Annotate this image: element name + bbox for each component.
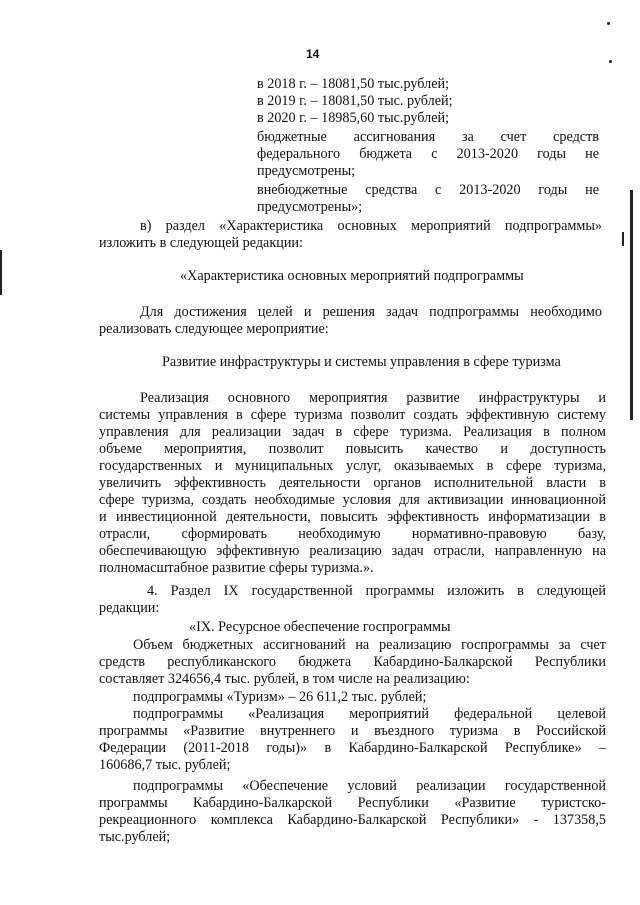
section-v-line-1: в) раздел «Характеристика основных мероприятий подпрограммы» bbox=[140, 218, 602, 234]
extrabudget-line-2: предусмотрены»; bbox=[257, 199, 363, 215]
scan-dot bbox=[609, 60, 612, 63]
volume-line-3: составляет 324656,4 тыс. рублей, в том числе на реализацию: bbox=[99, 671, 470, 687]
realization-line-6: увеличить эффективность деятельности органов исполнительной власти в bbox=[99, 475, 606, 491]
section-v-line-2: изложить в следующей редакции: bbox=[99, 235, 303, 251]
realization-line-7: сфере туризма, создать необходимые условия для активизации инновационной bbox=[99, 492, 606, 508]
goals-para-line-1: Для достижения целей и решения задач подпрограммы необходимо bbox=[140, 304, 602, 320]
federal-budget-line-3: предусмотрены; bbox=[257, 163, 356, 179]
realization-line-11: полномасштабное развитие сферы туризма.». bbox=[99, 560, 374, 576]
provision-line-2: программы Кабардино-Балкарской Республики «Развитие туристско- bbox=[99, 795, 606, 811]
realization-line-9: отрасли, сформировать необходимую нормативно-правовую базу, bbox=[99, 526, 606, 542]
extrabudget-line-1: внебюджетные средства с 2013-2020 годы не bbox=[257, 182, 599, 198]
item4-line-1: 4. Раздел IX государственной программы изложить в следующей bbox=[147, 583, 606, 599]
realization-line-4: объеме мероприятия, позволит повысить качество и доступность bbox=[99, 441, 606, 457]
realization-line-2: системы управления в сфере туризма позволит создать эффективную систему bbox=[99, 407, 606, 423]
provision-line-1: подпрограммы «Обеспечение условий реализации государственной bbox=[133, 778, 606, 794]
scan-edge-mark bbox=[622, 232, 624, 246]
realization-line-3: управления для реализации задач в сфере туризма. Реализация в полном bbox=[99, 424, 606, 440]
scan-dot bbox=[607, 22, 610, 25]
federal-target-line-2: программы «Развитие внутреннего и въездного туризма в Российской bbox=[99, 723, 606, 739]
federal-target-line-1: подпрограммы «Реализация мероприятий федеральной целевой bbox=[133, 706, 606, 722]
federal-target-line-4: 160686,7 тыс. рублей; bbox=[99, 757, 231, 773]
federal-budget-line-2: федерального бюджета с 2013-2020 годы не bbox=[257, 146, 599, 162]
infrastructure-heading: Развитие инфраструктуры и системы управления в сфере туризма bbox=[162, 354, 561, 370]
provision-line-4: тыс.рублей; bbox=[99, 829, 171, 845]
realization-line-8: и инвестиционной деятельности, повысить эффективность информатизации в bbox=[99, 509, 606, 525]
item4-line-2: редакции: bbox=[99, 600, 160, 616]
federal-target-line-3: Федерации (2011-2018 годы)» в Кабардино-Балкарской Республике» – bbox=[99, 740, 606, 756]
characteristics-heading: «Характеристика основных мероприятий подпрограммы bbox=[180, 268, 524, 284]
scan-edge-mark bbox=[0, 250, 2, 295]
ix-heading: «IX. Ресурсное обеспечение госпрограммы bbox=[189, 619, 451, 635]
tourism-subprogram-line: подпрограммы «Туризм» – 26 611,2 тыс. рублей; bbox=[133, 689, 427, 705]
federal-budget-line-1: бюджетные ассигнования за счет средств bbox=[257, 129, 599, 145]
realization-line-10: обеспечивающую эффективную реализацию задач отрасли, направленную на bbox=[99, 543, 606, 559]
goals-para-line-2: реализовать следующее мероприятие: bbox=[99, 321, 329, 337]
volume-line-2: средств республиканского бюджета Кабардино-Балкарской Республики bbox=[99, 654, 606, 670]
budget-line-2019: в 2019 г. – 18081,50 тыс. рублей; bbox=[257, 93, 453, 109]
budget-line-2020: в 2020 г. – 18985,60 тыс.рублей; bbox=[257, 110, 450, 126]
realization-line-1: Реализация основного мероприятия развитие инфраструктуры и bbox=[140, 390, 606, 406]
provision-line-3: рекреационного комплекса Кабардино-Балкарской Республики» - 137358,5 bbox=[99, 812, 606, 828]
realization-line-5: государственных и муниципальных услуг, оказываемых в сфере туризма, bbox=[99, 458, 606, 474]
budget-line-2018: в 2018 г. – 18081,50 тыс.рублей; bbox=[257, 76, 450, 92]
volume-line-1: Объем бюджетных ассигнований на реализацию госпрограммы за счет bbox=[133, 637, 606, 653]
scan-edge-mark bbox=[630, 190, 633, 420]
page-number: 14 bbox=[306, 47, 320, 61]
